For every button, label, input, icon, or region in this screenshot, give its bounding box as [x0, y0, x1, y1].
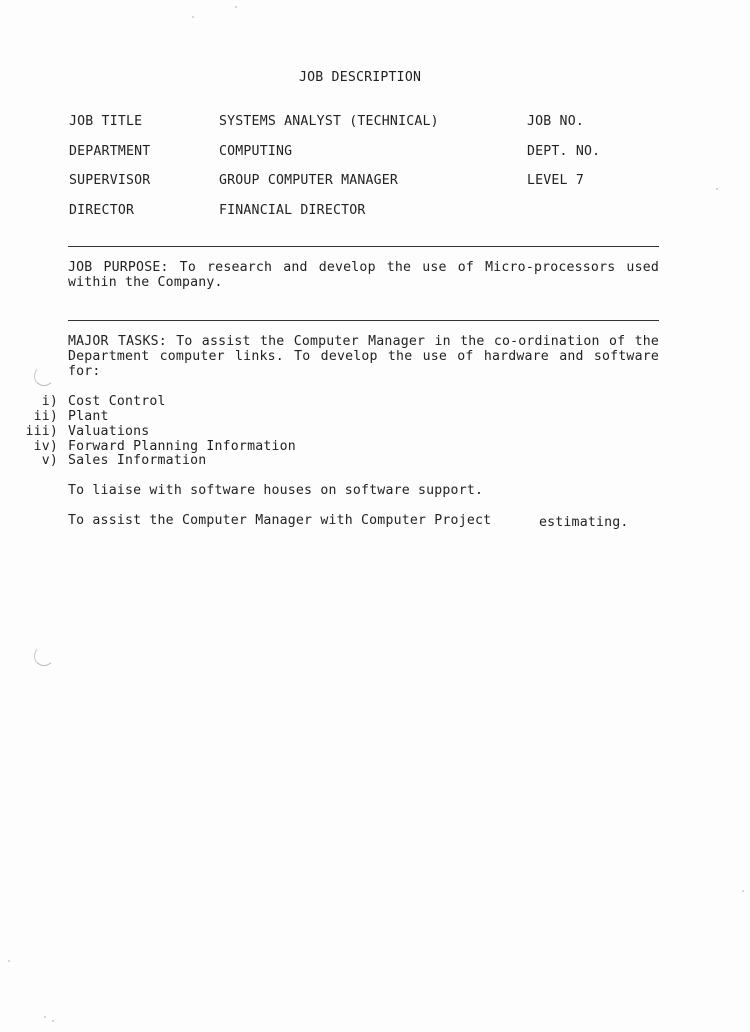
list-item: Forward Planning Information	[68, 439, 296, 454]
list-numeral: ii)	[33, 409, 58, 424]
department-label: DEPARTMENT	[69, 144, 151, 159]
list-numeral: i)	[41, 394, 58, 409]
scan-speck	[235, 6, 237, 8]
supervisor-value: GROUP COMPUTER MANAGER	[219, 173, 399, 188]
assist-sentence: To assist the Computer Manager with Computer Project	[68, 513, 492, 528]
list-item: Valuations	[68, 424, 150, 439]
scan-speck	[742, 890, 744, 892]
divider-rule	[68, 246, 659, 247]
level-label: LEVEL 7	[527, 173, 584, 188]
director-value: FINANCIAL DIRECTOR	[219, 203, 366, 218]
list-numeral: iii)	[25, 424, 58, 439]
scan-speck	[192, 16, 194, 18]
job-title-value: SYSTEMS ANALYST (TECHNICAL)	[219, 114, 439, 129]
job-purpose-paragraph: JOB PURPOSE: To research and develop the use of Micro-processors used within the Company.	[68, 260, 659, 290]
liaise-sentence: To liaise with software houses on software support.	[68, 483, 484, 498]
list-item: Plant	[68, 409, 109, 424]
department-value: COMPUTING	[219, 144, 293, 159]
list-item: Cost Control	[68, 394, 166, 409]
punch-hole-mark	[34, 366, 54, 386]
director-label: DIRECTOR	[69, 203, 135, 218]
document-title: JOB DESCRIPTION	[299, 70, 422, 85]
punch-hole-mark	[34, 646, 54, 666]
dept-no-label: DEPT. NO.	[527, 144, 601, 159]
job-no-label: JOB NO.	[527, 114, 584, 129]
list-item: Sales Information	[68, 453, 207, 468]
job-title-label: JOB TITLE	[69, 114, 143, 129]
list-numeral: v)	[41, 453, 58, 468]
scan-speck	[52, 1020, 54, 1022]
list-numeral: iv)	[33, 439, 58, 454]
scan-speck	[716, 188, 718, 190]
scan-speck	[8, 960, 10, 962]
divider-rule	[68, 320, 659, 321]
major-tasks-paragraph: MAJOR TASKS: To assist the Computer Manager in the co-ordination of the Department computer links. To develop the use of hardware and software for:	[68, 334, 659, 379]
supervisor-label: SUPERVISOR	[69, 173, 151, 188]
scan-speck	[44, 1016, 46, 1018]
assist-sentence-end: estimating.	[539, 515, 629, 530]
